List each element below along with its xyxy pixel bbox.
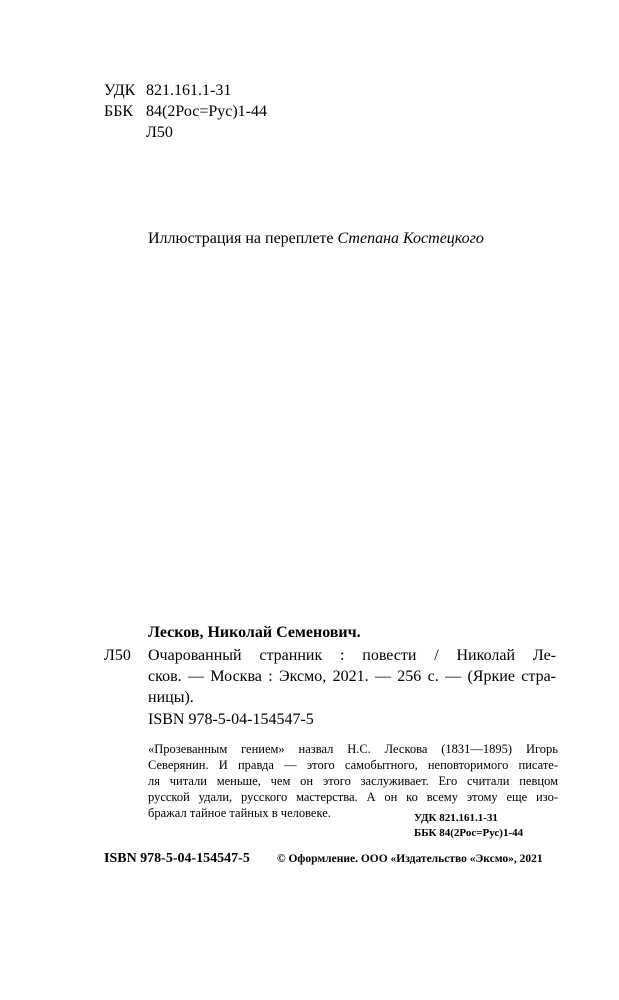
small-udk: УДК 821.161.1-31 xyxy=(414,812,498,824)
annotation xyxy=(148,741,558,821)
catalog-codes xyxy=(104,80,267,143)
isbn: ISBN 978-5-04-154547-5 xyxy=(148,711,314,728)
bbk-label: ББК xyxy=(104,103,134,120)
udk-label: УДК xyxy=(104,82,136,99)
udk-row xyxy=(104,80,267,101)
footer-isbn: ISBN 978-5-04-154547-5 xyxy=(104,851,250,866)
bbk-value: 84(2Рос=Рус)1-44 xyxy=(146,103,268,120)
bibliographic-line: сков. — Москва : Эксмо, 2021. — 256 с. — (Яркие стра- xyxy=(148,668,556,685)
annotation-line: русской удали, русского мастерства. А он ко всему этому еще изо- xyxy=(148,790,558,804)
annotation-line: бражал тайное тайных в человеке. xyxy=(148,806,331,820)
udk-value: 821.161.1-31 xyxy=(146,82,232,99)
author-mark: Л50 xyxy=(146,124,173,141)
small-catalog-codes xyxy=(414,811,523,841)
footer-copyright: © Оформление. ООО «Издательство «Эксмо», 2021 xyxy=(277,853,543,865)
author-heading: Лесков, Николай Семенович. xyxy=(148,624,361,641)
illustration-artist: Степана Костецкого xyxy=(337,230,484,247)
bibliographic-line: ницы). xyxy=(148,689,194,706)
annotation-line: ля читали меньше, чем он этого заслуживает. Его считали певцом xyxy=(148,774,558,788)
bibliographic-line: Очарованный странник : повести / Николай Ле- xyxy=(148,647,556,664)
bibliographic-description xyxy=(148,645,556,708)
illustration-credit xyxy=(148,230,484,248)
bibliographic-mark: Л50 xyxy=(104,647,131,664)
bbk-row xyxy=(104,101,267,122)
illustration-prefix: Иллюстрация на переплете xyxy=(148,230,338,247)
small-bbk: ББК 84(2Рос=Рус)1-44 xyxy=(414,827,524,839)
annotation-line: «Прозеванным гением» назвал Н.С. Лескова (1831—1895) Игорь xyxy=(148,742,558,756)
annotation-line: Северянин. И правда — этого самобытного, неповторимого писате- xyxy=(148,758,558,772)
